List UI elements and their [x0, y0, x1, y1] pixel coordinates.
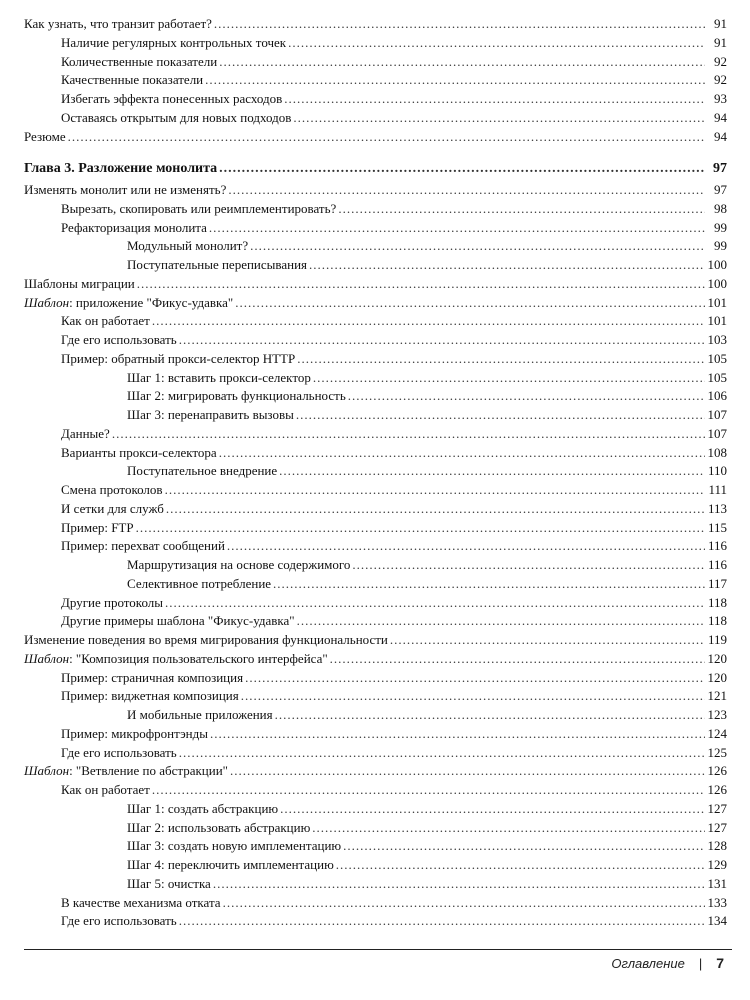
dot-leader	[223, 894, 705, 913]
dot-leader	[112, 425, 705, 444]
toc-entry-title	[61, 71, 203, 90]
toc-page-number: 120	[707, 669, 727, 685]
toc-entry	[24, 444, 727, 463]
toc-entry-text: Оставаясь открытым для новых подходов	[61, 109, 292, 125]
toc-entry-text: : "Ветвление по абстракции"	[69, 763, 228, 779]
toc-entry-title	[61, 594, 163, 613]
toc-entry-text: Другие примеры шаблона "Фикус-удавка"	[61, 613, 295, 629]
toc-entry-title	[61, 219, 207, 238]
dot-leader	[214, 15, 705, 34]
toc-entry	[24, 725, 727, 744]
dot-leader	[165, 594, 705, 613]
toc-entry	[24, 819, 727, 838]
toc-page-number: 116	[707, 557, 727, 572]
toc-page-number: 123	[707, 707, 727, 722]
toc-entry	[24, 556, 727, 575]
toc-entry-title	[24, 294, 233, 313]
toc-entry-title	[61, 612, 295, 631]
toc-entry	[24, 537, 727, 556]
toc-entry	[24, 34, 727, 53]
toc-entry-prefix: Шаблон	[24, 294, 70, 310]
toc-entry	[24, 109, 727, 128]
toc-entry-prefix: Шаблон	[24, 650, 70, 666]
page-footer	[611, 955, 724, 971]
toc-entry-text: Другие протоколы	[61, 594, 164, 610]
dot-leader	[165, 481, 705, 500]
toc-entry-title	[127, 875, 211, 894]
toc-page-number: 107	[707, 407, 727, 422]
dot-leader	[228, 181, 705, 200]
toc-entry-title	[127, 800, 278, 819]
toc-page-number: 91	[714, 34, 727, 50]
toc-entry	[24, 650, 727, 669]
toc-page-number: 93	[714, 91, 727, 106]
toc-entry-title	[127, 237, 248, 256]
toc-entry	[24, 256, 727, 275]
toc-entry-title	[24, 181, 226, 200]
toc-entry-text: Пример: FTP	[61, 519, 134, 535]
toc-entry-title	[127, 406, 294, 425]
dot-leader	[213, 875, 705, 894]
dot-leader	[352, 556, 705, 575]
toc-page-number: 111	[708, 482, 727, 497]
toc-page-number: 108	[707, 444, 727, 460]
dot-leader	[343, 837, 705, 856]
toc-entry-text: Как он работает	[61, 313, 150, 329]
toc-entry-title	[61, 537, 225, 556]
dot-leader	[230, 762, 705, 781]
toc-entry-text: Изменение поведения во время мигрирования функциональности	[24, 632, 388, 647]
toc-entry-text: Наличие регулярных контрольных точек	[61, 34, 287, 50]
toc-entry-text: Рефакторизация монолита	[61, 219, 207, 235]
page-number: 7	[716, 955, 724, 971]
toc-entry-text: Пример: обратный прокси-селектор HTTP	[61, 350, 296, 366]
dot-leader	[309, 256, 705, 275]
toc-page-number: 116	[707, 538, 727, 554]
table-of-contents	[24, 15, 727, 931]
toc-entry-title	[61, 500, 164, 519]
dot-leader	[297, 350, 705, 369]
footer-separator: |	[698, 956, 703, 971]
toc-entry	[24, 71, 727, 90]
toc-page-number: 131	[707, 875, 727, 891]
toc-entry-title	[24, 631, 388, 650]
toc-entry-title	[127, 837, 341, 856]
toc-entry	[24, 200, 727, 219]
toc-entry-title	[127, 256, 307, 275]
dot-leader	[273, 575, 705, 594]
toc-page-number: 117	[707, 575, 727, 591]
dot-leader	[296, 406, 705, 425]
dot-leader	[280, 800, 705, 819]
toc-entry-text: Шаг 2: мигрировать функциональность	[127, 388, 346, 404]
toc-entry-text: Как узнать, что транзит работает?	[24, 16, 212, 31]
toc-entry	[24, 462, 727, 481]
dot-leader	[235, 294, 705, 313]
toc-entry	[24, 500, 727, 519]
toc-page-number: 115	[707, 519, 727, 535]
toc-page-number: 125	[707, 744, 727, 760]
toc-entry-title	[24, 650, 328, 669]
toc-entry-title	[61, 34, 286, 53]
toc-entry-text: В качестве механизма отката	[61, 894, 221, 910]
toc-entry-title	[127, 575, 271, 594]
dot-leader	[275, 706, 705, 725]
toc-entry-title	[61, 200, 336, 219]
toc-entry	[24, 369, 727, 388]
toc-entry-text: Пример: перехват сообщений	[61, 538, 225, 554]
toc-entry-text: Модульный монолит?	[127, 238, 249, 254]
toc-chapter-heading	[24, 160, 727, 179]
toc-entry	[24, 312, 727, 331]
toc-entry	[24, 53, 727, 72]
dot-leader	[241, 687, 705, 706]
dot-leader	[245, 669, 705, 688]
toc-entry-text: Шаг 1: вставить прокси-селектор	[127, 369, 311, 385]
dot-leader	[179, 912, 705, 931]
toc-entry-title	[24, 15, 212, 34]
toc-entry-title	[61, 687, 239, 706]
toc-entry	[24, 181, 727, 200]
toc-page-number: 101	[707, 313, 727, 329]
toc-entry-text: Шаблоны миграции	[24, 275, 135, 291]
toc-entry	[24, 912, 727, 931]
toc-entry	[24, 800, 727, 819]
toc-entry	[24, 128, 727, 147]
footer-rule	[24, 949, 732, 950]
toc-entry-title	[127, 387, 346, 406]
toc-entry-text: Смена протоколов	[61, 482, 163, 497]
dot-leader	[227, 537, 705, 556]
toc-entry-text: Изменять монолит или не изменять?	[24, 182, 227, 197]
toc-page-number: 129	[707, 857, 727, 872]
toc-entry-title	[127, 462, 277, 481]
toc-page-number: 124	[707, 725, 727, 741]
dot-leader	[312, 819, 705, 838]
dot-leader	[209, 219, 705, 238]
toc-entry-title	[61, 331, 177, 350]
toc-entry-title	[127, 856, 334, 875]
toc-entry	[24, 612, 727, 631]
toc-page-number: 94	[714, 109, 727, 125]
toc-page-number: 128	[707, 838, 727, 854]
toc-page-number: 99	[714, 219, 727, 235]
toc-page-number: 92	[714, 53, 727, 69]
toc-entry	[24, 90, 727, 109]
toc-entry-title	[127, 819, 310, 838]
toc-entry	[24, 856, 727, 875]
toc-entry-text: Резюме	[24, 128, 66, 144]
toc-entry-title	[127, 556, 350, 575]
toc-entry	[24, 519, 727, 538]
toc-entry-text: Маршрутизация на основе содержимого	[127, 557, 351, 572]
toc-page-number: 94	[714, 128, 727, 144]
toc-entry-text: И сетки для служб	[61, 500, 164, 516]
toc-page-number: 126	[707, 782, 727, 797]
toc-entry-text: Шаг 4: переключить имплементацию	[127, 857, 334, 872]
dot-leader	[348, 387, 705, 406]
dot-leader	[288, 34, 705, 53]
toc-entry-title	[61, 481, 163, 500]
dot-leader	[152, 312, 705, 331]
toc-page-number: 127	[707, 800, 727, 816]
toc-entry	[24, 331, 727, 350]
toc-entry-title	[61, 781, 150, 800]
toc-entry	[24, 631, 727, 650]
toc-page-number: 121	[707, 688, 727, 704]
running-title: Оглавление	[611, 956, 685, 971]
dot-leader	[330, 650, 705, 669]
dot-leader	[68, 128, 705, 147]
toc-entry	[24, 594, 727, 613]
toc-page-number: 99	[714, 238, 727, 254]
toc-entry	[24, 219, 727, 238]
toc-page-number: 107	[707, 425, 727, 441]
dot-leader	[338, 200, 705, 219]
toc-entry-text: Качественные показатели	[61, 72, 204, 88]
toc-page-number: 113	[707, 500, 727, 516]
toc-page-number: 101	[707, 294, 727, 310]
toc-entry-text: Глава 3. Разложение монолита	[24, 161, 218, 177]
dot-leader	[136, 519, 705, 538]
toc-entry-title	[24, 762, 228, 781]
toc-entry-text: Где его использовать	[61, 913, 177, 929]
dot-leader	[179, 331, 705, 350]
toc-entry	[24, 781, 727, 800]
toc-page-number: 92	[714, 72, 727, 88]
toc-entry-text: : "Композиция пользовательского интерфейса"	[69, 650, 328, 666]
toc-page-number: 118	[707, 594, 727, 610]
toc-entry-text: Вырезать, скопировать или реимплементировать?	[61, 200, 337, 216]
toc-entry-text: Шаг 3: создать новую имплементацию	[127, 838, 342, 854]
dot-leader	[250, 237, 705, 256]
toc-page-number: 120	[707, 650, 727, 666]
toc-entry-text: Где его использовать	[61, 744, 177, 760]
toc-entry-title	[61, 350, 295, 369]
toc-page-number: 100	[707, 275, 727, 291]
toc-entry-title	[61, 312, 150, 331]
toc-entry	[24, 894, 727, 913]
toc-entry	[24, 837, 727, 856]
toc-page-number: 134	[707, 913, 727, 929]
toc-entry-title	[61, 744, 177, 763]
dot-leader	[390, 631, 705, 650]
toc-entry-text: Данные?	[61, 425, 110, 441]
toc-page-number: 97	[714, 182, 727, 197]
toc-entry-title	[61, 725, 208, 744]
dot-leader	[279, 462, 705, 481]
dot-leader	[336, 856, 705, 875]
toc-entry	[24, 350, 727, 369]
toc-entry-title	[61, 53, 217, 72]
toc-entry	[24, 294, 727, 313]
toc-entry-title	[61, 912, 177, 931]
dot-leader	[219, 160, 705, 179]
dot-leader	[297, 612, 705, 631]
toc-page-number: 98	[714, 200, 727, 216]
toc-entry-text: Пример: микрофронтэнды	[61, 725, 208, 741]
toc-entry-text: Селективное потребление	[127, 575, 272, 591]
toc-entry-title	[61, 519, 134, 538]
toc-page-number: 126	[707, 763, 727, 779]
toc-page-number: 106	[707, 388, 727, 404]
toc-entry-text: : приложение "Фикус-удавка"	[69, 294, 234, 310]
toc-page-number: 105	[707, 350, 727, 366]
dot-leader	[179, 744, 705, 763]
toc-entry	[24, 387, 727, 406]
toc-entry	[24, 481, 727, 500]
toc-entry-title	[24, 160, 217, 179]
toc-page-number: 105	[707, 369, 727, 385]
toc-entry-text: И мобильные приложения	[127, 707, 273, 722]
toc-page-number: 118	[707, 613, 727, 629]
toc-entry-text: Избегать эффекта понесенных расходов	[61, 91, 283, 106]
dot-leader	[137, 275, 705, 294]
toc-entry-text: Варианты прокси-селектора	[61, 444, 217, 460]
toc-page-number: 97	[713, 161, 727, 177]
toc-page-number: 91	[714, 16, 727, 31]
toc-entry-prefix: Шаблон	[24, 763, 70, 779]
toc-entry-title	[127, 369, 311, 388]
toc-entry	[24, 425, 727, 444]
toc-entry-title	[61, 90, 282, 109]
toc-entry	[24, 406, 727, 425]
toc-entry-title	[61, 109, 291, 128]
toc-entry	[24, 237, 727, 256]
toc-entry-text: Поступательное внедрение	[127, 463, 278, 479]
toc-entry	[24, 575, 727, 594]
dot-leader	[205, 71, 705, 90]
toc-entry	[24, 744, 727, 763]
toc-entry	[24, 875, 727, 894]
toc-page-number: 100	[707, 257, 727, 272]
toc-page-number: 119	[707, 632, 727, 647]
toc-entry-title	[24, 128, 66, 147]
toc-entry-text: Пример: страничная композиция	[61, 669, 244, 685]
toc-entry-text: Шаг 3: перенаправить вызовы	[127, 407, 294, 422]
toc-entry-title	[61, 669, 243, 688]
toc-entry	[24, 275, 727, 294]
toc-entry-title	[127, 706, 273, 725]
toc-entry-text: Поступательные переписывания	[127, 257, 308, 272]
toc-page-number: 103	[707, 332, 727, 347]
dot-leader	[313, 369, 705, 388]
toc-page-number: 127	[707, 819, 727, 835]
dot-leader	[152, 781, 705, 800]
toc-entry-text: Шаг 5: очистка	[127, 875, 211, 891]
toc-entry-text: Шаг 1: создать абстракцию	[127, 800, 279, 816]
dot-leader	[219, 444, 705, 463]
dot-leader	[219, 53, 705, 72]
toc-entry-text: Пример: виджетная композиция	[61, 688, 239, 704]
toc-entry-title	[61, 444, 217, 463]
toc-page-number: 133	[707, 894, 727, 910]
toc-entry	[24, 669, 727, 688]
dot-leader	[293, 109, 705, 128]
toc-entry	[24, 706, 727, 725]
toc-entry-text: Где его использовать	[61, 332, 177, 347]
toc-entry	[24, 687, 727, 706]
toc-entry	[24, 762, 727, 781]
toc-entry-title	[24, 275, 135, 294]
toc-entry	[24, 15, 727, 34]
dot-leader	[166, 500, 705, 519]
toc-entry-text: Как он работает	[61, 782, 150, 797]
dot-leader	[210, 725, 705, 744]
toc-entry-title	[61, 425, 110, 444]
toc-entry-text: Шаг 2: использовать абстракцию	[127, 819, 311, 835]
dot-leader	[284, 90, 705, 109]
toc-entry-text: Количественные показатели	[61, 53, 218, 69]
toc-page-number: 110	[707, 463, 727, 479]
toc-entry-title	[61, 894, 221, 913]
